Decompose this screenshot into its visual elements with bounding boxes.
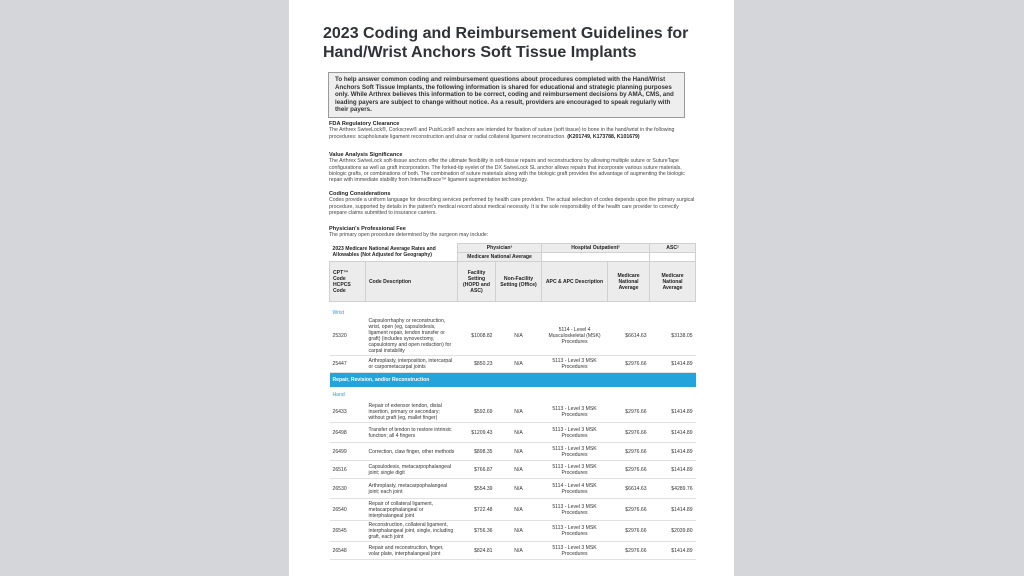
coding-heading: Coding Considerations	[329, 191, 391, 197]
wrist-subheader	[330, 302, 696, 318]
table-row	[330, 402, 696, 423]
fda-refs: (K201749, K173788, K101679)	[567, 133, 640, 140]
cell-asc-avg: $2039.80	[650, 521, 696, 542]
cell-asc-avg: $3138.05	[650, 317, 696, 356]
cell-apc: 5114 - Level 4 MSK Procedures	[542, 479, 608, 499]
value-heading: Value Analysis Significance	[329, 152, 403, 158]
cell-apc: 5113 - Level 3 MSK Procedures	[542, 461, 608, 479]
cell-nonfacility: N/A	[496, 521, 542, 542]
wrist-label: Wrist	[332, 310, 345, 316]
cell-nonfacility: N/A	[496, 402, 542, 423]
cell-asc-avg: $1414.89	[650, 542, 696, 560]
table-row	[330, 423, 696, 443]
coding-section	[329, 191, 696, 216]
cell-nonfacility: N/A	[496, 443, 542, 461]
table-row	[330, 542, 696, 560]
col-facility: Facility Setting (HOPD and ASC)	[458, 262, 496, 302]
group-asc: ASC²	[650, 244, 696, 253]
cell-hospital-avg: $2976.66	[608, 402, 650, 423]
table-row	[330, 443, 696, 461]
table-row	[330, 461, 696, 479]
group-hospital: Hospital Outpatient²	[542, 244, 650, 253]
hand-label: Hand	[332, 391, 345, 398]
fee-table	[329, 243, 696, 560]
cell-apc: 5113 - Level 3 MSK Procedures	[542, 423, 608, 443]
document-page	[289, 0, 734, 576]
cell-code: 26548	[330, 542, 366, 560]
hand-rows	[330, 402, 696, 560]
cell-nonfacility: N/A	[496, 461, 542, 479]
value-section	[329, 152, 696, 183]
cell-description: Correction, claw finger, other methods	[366, 443, 458, 461]
table-row	[330, 479, 696, 499]
cell-hospital-avg: $2976.66	[608, 461, 650, 479]
cell-facility: $722.48	[458, 499, 496, 521]
cell-nonfacility: N/A	[496, 423, 542, 443]
col-hospital-avg: Medicare National Average	[608, 262, 650, 302]
fda-body: The Arthrex SwiveLock®, Corkscrew® and PushLock® anchors are intended for fixation of suture (soft tissue) to bone in the hand/wrist in the following procedures: scapholunate ligament reconstruction and ulnar or radial collateral ligament reconstruction.	[329, 127, 675, 140]
cell-hospital-avg: $2976.66	[608, 356, 650, 373]
cell-hospital-avg: $2976.66	[608, 521, 650, 542]
intro-box: To help answer common coding and reimbursement questions about procedures completed with the Hand/Wrist Anchors Soft Tissue Implants, the following information is shared for educational and strategic planning purposes only. While Arthrex believes this information to be correct, coding and reimbursement decisions by AMA, CMS, and leading payers are subject to change without notice. As a result, providers are encouraged to speak regularly with their payers.	[328, 72, 685, 118]
table-header-row-1	[330, 244, 696, 253]
table-row	[330, 317, 696, 356]
cell-code: 26433	[330, 402, 366, 423]
cell-code: 26498	[330, 423, 366, 443]
group-physician: Physician³	[458, 244, 542, 253]
cell-apc: 5113 - Level 3 MSK Procedures	[542, 542, 608, 560]
physician-medicare-avg: Medicare National Average	[458, 253, 542, 262]
wrist-rows	[330, 317, 696, 373]
cell-code: 26530	[330, 479, 366, 499]
col-code: CPT™ Code HCPCS Code	[330, 262, 366, 302]
cell-code: 26540	[330, 499, 366, 521]
cell-asc-avg: $4289.76	[650, 479, 696, 499]
cell-hospital-avg: $2976.66	[608, 542, 650, 560]
cell-description: Transfer of tendon to restore intrinsic function; all 4 fingers	[366, 423, 458, 443]
cell-description: Arthroplasty, metacarpophalangeal joint; each joint	[366, 479, 458, 499]
table-row	[330, 356, 696, 373]
cell-asc-avg: $1414.89	[650, 356, 696, 373]
cell-description: Reconstruction, collateral ligament, interphalangeal joint, single, including graft, each joint	[366, 521, 458, 542]
cell-hospital-avg: $6614.63	[608, 317, 650, 356]
cell-nonfacility: N/A	[496, 356, 542, 373]
fee-heading: Physician's Professional Fee	[329, 226, 406, 232]
cell-facility: $766.87	[458, 461, 496, 479]
cell-facility: $554.39	[458, 479, 496, 499]
cell-code: 26545	[330, 521, 366, 542]
cell-description: Arthroplasty, interposition, intercarpal or carpometacarpal joints	[366, 356, 458, 373]
cell-code: 25447	[330, 356, 366, 373]
cell-description: Capsulodesis, metacarpophalangeal joint; single digit	[366, 461, 458, 479]
cell-apc: 5113 - Level 3 MSK Procedures	[542, 499, 608, 521]
col-asc-avg: Medicare National Average	[650, 262, 696, 302]
cell-code: 26499	[330, 443, 366, 461]
repair-band	[330, 373, 696, 388]
cell-code: 25320	[330, 317, 366, 356]
cell-facility: $592.69	[458, 402, 496, 423]
cell-hospital-avg: $2976.66	[608, 423, 650, 443]
coding-body: Codes provide a uniform language for describing services performed by health care providers. The actual selection of codes depends upon the primary surgical procedure, supported by details in the patient's medical record about medical necessity. It is the sole responsibility of the health care provider to correctly prepare claims submitted to insurance carriers.	[329, 197, 695, 216]
cell-asc-avg: $1414.89	[650, 402, 696, 423]
cell-nonfacility: N/A	[496, 317, 542, 356]
table-corner-label: 2023 Medicare National Average Rates and Allowables (Not Adjusted for Geography)	[330, 244, 458, 262]
repair-band-label: Repair, Revision, and/or Reconstruction	[330, 373, 696, 388]
cell-apc: 5113 - Level 3 MSK Procedures	[542, 443, 608, 461]
cell-nonfacility: N/A	[496, 499, 542, 521]
cell-description: Repair and reconstruction, finger, volar plate, interphalangeal joint	[366, 542, 458, 560]
col-nonfacility: Non-Facility Setting (Office)	[496, 262, 542, 302]
cell-asc-avg: $1414.89	[650, 423, 696, 443]
cell-nonfacility: N/A	[496, 479, 542, 499]
fee-section	[329, 226, 696, 239]
col-apc: APC & APC Description	[542, 262, 608, 302]
cell-apc: 5113 - Level 3 MSK Procedures	[542, 356, 608, 373]
fee-body: The primary open procedure determined by the surgeon may include:	[329, 232, 489, 239]
fda-heading: FDA Regulatory Clearance	[329, 121, 400, 127]
cell-apc: 5114 - Level 4 Musculoskeletal (MSK) Procedures	[542, 317, 608, 356]
cell-asc-avg: $1414.89	[650, 499, 696, 521]
cell-asc-avg: $1414.89	[650, 443, 696, 461]
cell-hospital-avg: $6614.63	[608, 479, 650, 499]
document-title: 2023 Coding and Reimbursement Guidelines for Hand/Wrist Anchors Soft Tissue Implants	[323, 25, 689, 61]
fda-section	[329, 121, 696, 140]
cell-facility: $850.23	[458, 356, 496, 373]
cell-description: Repair of collateral ligament, metacarpophalangeal or interphalangeal joint	[366, 499, 458, 521]
cell-apc: 5113 - Level 3 MSK Procedures	[542, 521, 608, 542]
value-body: The Arthrex SwiveLock soft-tissue anchors offer the ultimate flexibility in soft-tissue repairs and reconstructions by allowing multiple suture or SutureTape configurations as well as graft incorporation. The forked-tip eyelet of the DX SwiveLock SL anchor allows repairs that incorporate various suture materials, biologic grafts, or combinations of both. The combination of suture materials along with the biologic graft provides the advantage of augmenting the biologic repair with immediate stability from InternalBrace™ ligament augmentation technology.	[329, 158, 685, 184]
cell-facility: $1008.82	[458, 317, 496, 356]
cell-description: Capsulorrhaphy or reconstruction, wrist, open (eg, capsulodesis, ligament repair, tendon transfer or graft) (includes synovectomy, capsulotomy and open reduction) for carpal instability	[366, 317, 458, 356]
cell-nonfacility: N/A	[496, 542, 542, 560]
cell-facility: $824.81	[458, 542, 496, 560]
cell-code: 26516	[330, 461, 366, 479]
cell-description: Repair of extensor tendon, distal insertion, primary or secondary; without graft (eg, mallet finger)	[366, 402, 458, 423]
hand-subheader	[330, 387, 696, 402]
table-row	[330, 499, 696, 521]
cell-apc: 5113 - Level 3 MSK Procedures	[542, 402, 608, 423]
cell-asc-avg: $1414.89	[650, 461, 696, 479]
cell-facility: $1209.43	[458, 423, 496, 443]
table-row	[330, 521, 696, 542]
cell-hospital-avg: $2976.66	[608, 499, 650, 521]
cell-facility: $898.35	[458, 443, 496, 461]
cell-facility: $756.36	[458, 521, 496, 542]
cell-hospital-avg: $2976.66	[608, 443, 650, 461]
col-description: Code Description	[366, 262, 458, 302]
table-header-row-3	[330, 262, 696, 302]
